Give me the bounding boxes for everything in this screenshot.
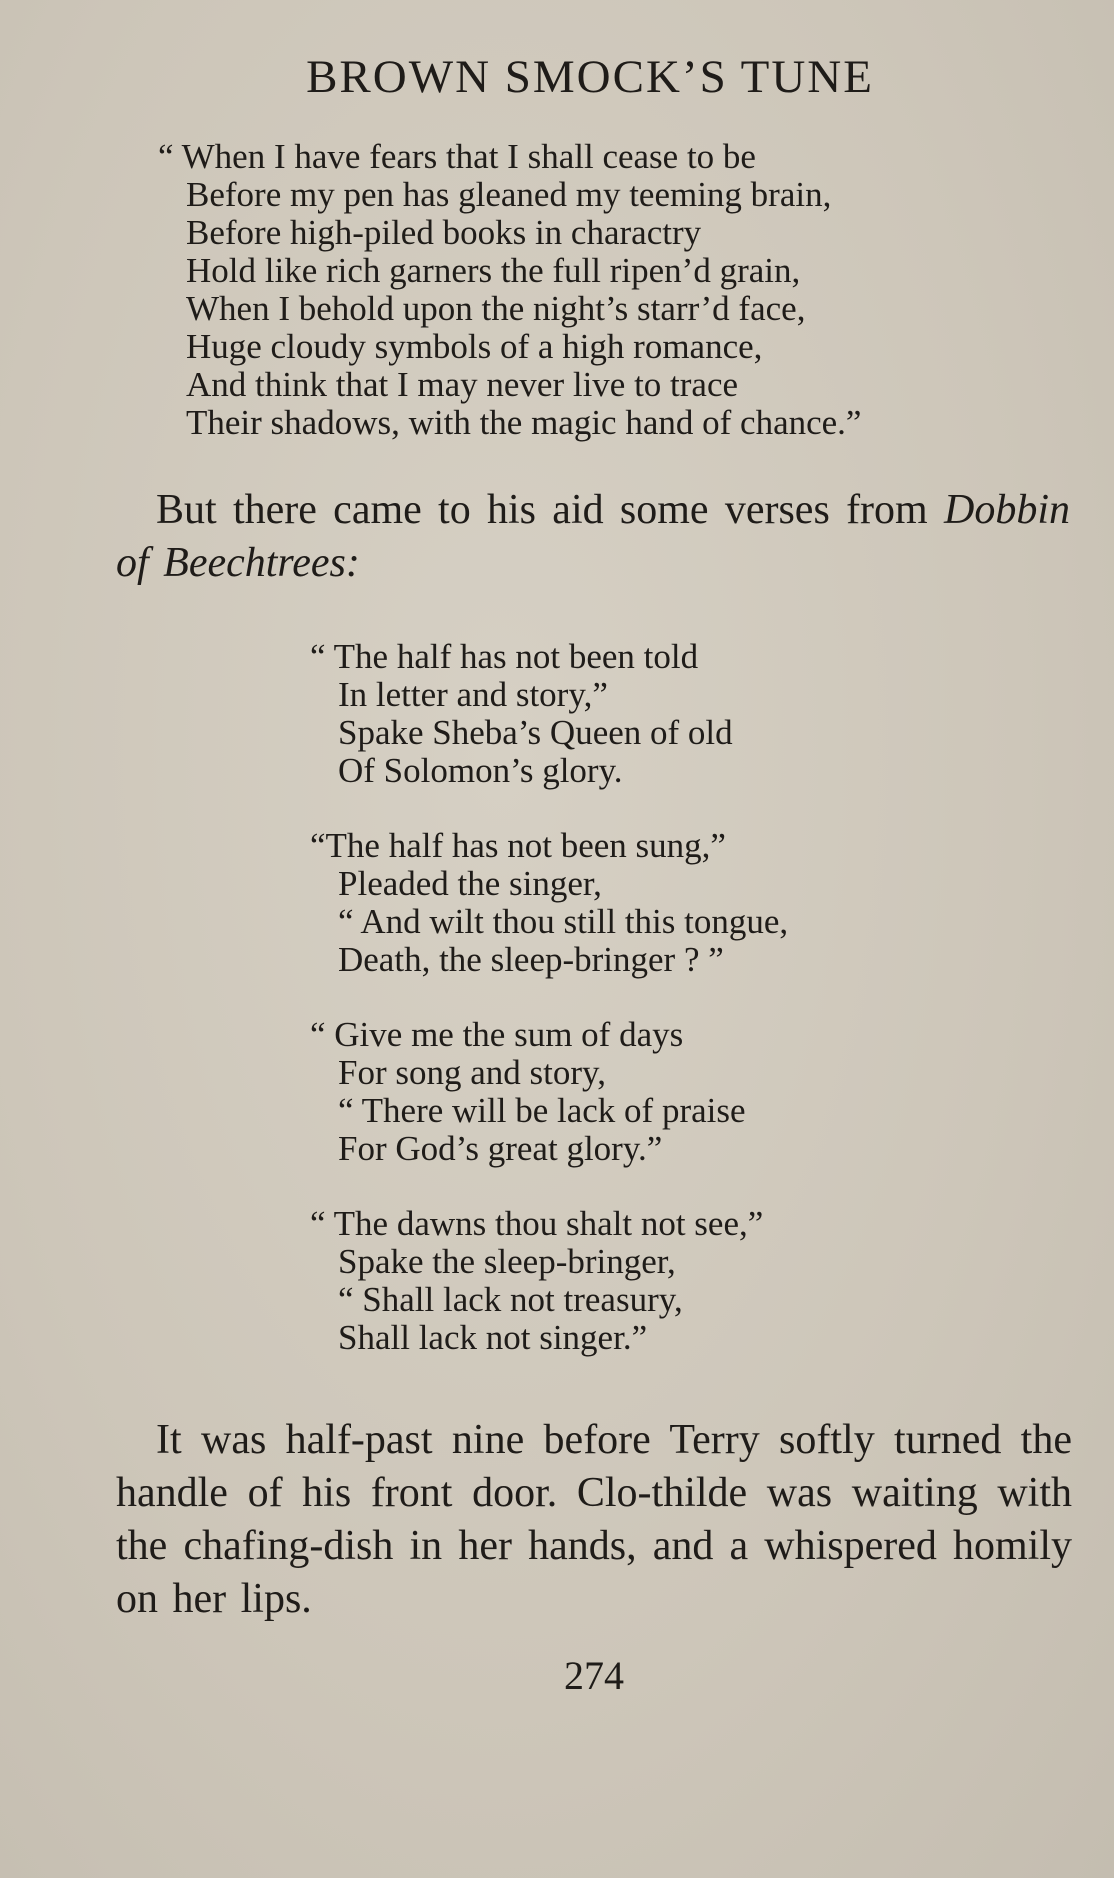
verse-line: “ The dawns thou shalt not see,”	[310, 1204, 764, 1243]
verse-line: In letter and story,”	[338, 675, 608, 714]
paragraph-verses-intro	[116, 484, 1070, 590]
book-title: Dobbin of Beechtrees:	[116, 487, 1070, 586]
poem-stanza-3	[310, 1016, 746, 1168]
page-number: 274	[564, 1653, 624, 1698]
verse-line: Shall lack not singer.”	[338, 1318, 648, 1357]
poem-stanza-1	[310, 638, 733, 790]
verse-line: Their shadows, with the magic hand of chance.”	[186, 403, 862, 442]
verse-line: Huge cloudy symbols of a high romance,	[186, 327, 763, 366]
verse-line: “ Give me the sum of days	[310, 1015, 684, 1054]
verse-line: And think that I may never live to trace	[186, 365, 739, 404]
verse-line: “ There will be lack of praise	[338, 1091, 746, 1130]
verse-line: Hold like rich garners the full ripen’d grain,	[186, 251, 801, 290]
verse-line: “ The half has not been told	[310, 637, 699, 676]
poem-stanza-4	[310, 1205, 763, 1357]
verse-line: “The half has not been sung,”	[310, 826, 726, 865]
verse-line: Death, the sleep-bringer ? ”	[338, 940, 724, 979]
verse-line: Pleaded the singer,	[338, 864, 602, 903]
verse-line: Spake Sheba’s Queen of old	[338, 713, 733, 752]
sonnet-quotation	[158, 138, 861, 442]
paragraph-narrative: It was half-past nine before Terry softly turned the handle of his front door. Clo-thilde was waiting with the chafing-dish in her hands, and a whispered homily on her lips.	[116, 1417, 1072, 1622]
verse-line: Spake the sleep-bringer,	[338, 1242, 676, 1281]
verse-line: Of Solomon’s glory.	[338, 751, 623, 790]
verse-line: Before high-piled books in charactry	[186, 213, 702, 252]
running-head: BROWN SMOCK’S TUNE	[306, 51, 874, 103]
verse-line: When I behold upon the night’s starr’d face,	[186, 289, 806, 328]
verse-line: “ When I have fears that I shall cease to be	[158, 137, 756, 176]
paragraph-text: But there came to his aid some verses from	[156, 487, 928, 533]
verse-line: Before my pen has gleaned my teeming brain,	[186, 175, 832, 214]
verse-line: “ And wilt thou still this tongue,	[338, 902, 789, 941]
poem-stanza-2	[310, 827, 788, 979]
verse-line: “ Shall lack not treasury,	[338, 1280, 683, 1319]
verse-line: For God’s great glory.”	[338, 1129, 663, 1168]
verse-line: For song and story,	[338, 1053, 607, 1092]
